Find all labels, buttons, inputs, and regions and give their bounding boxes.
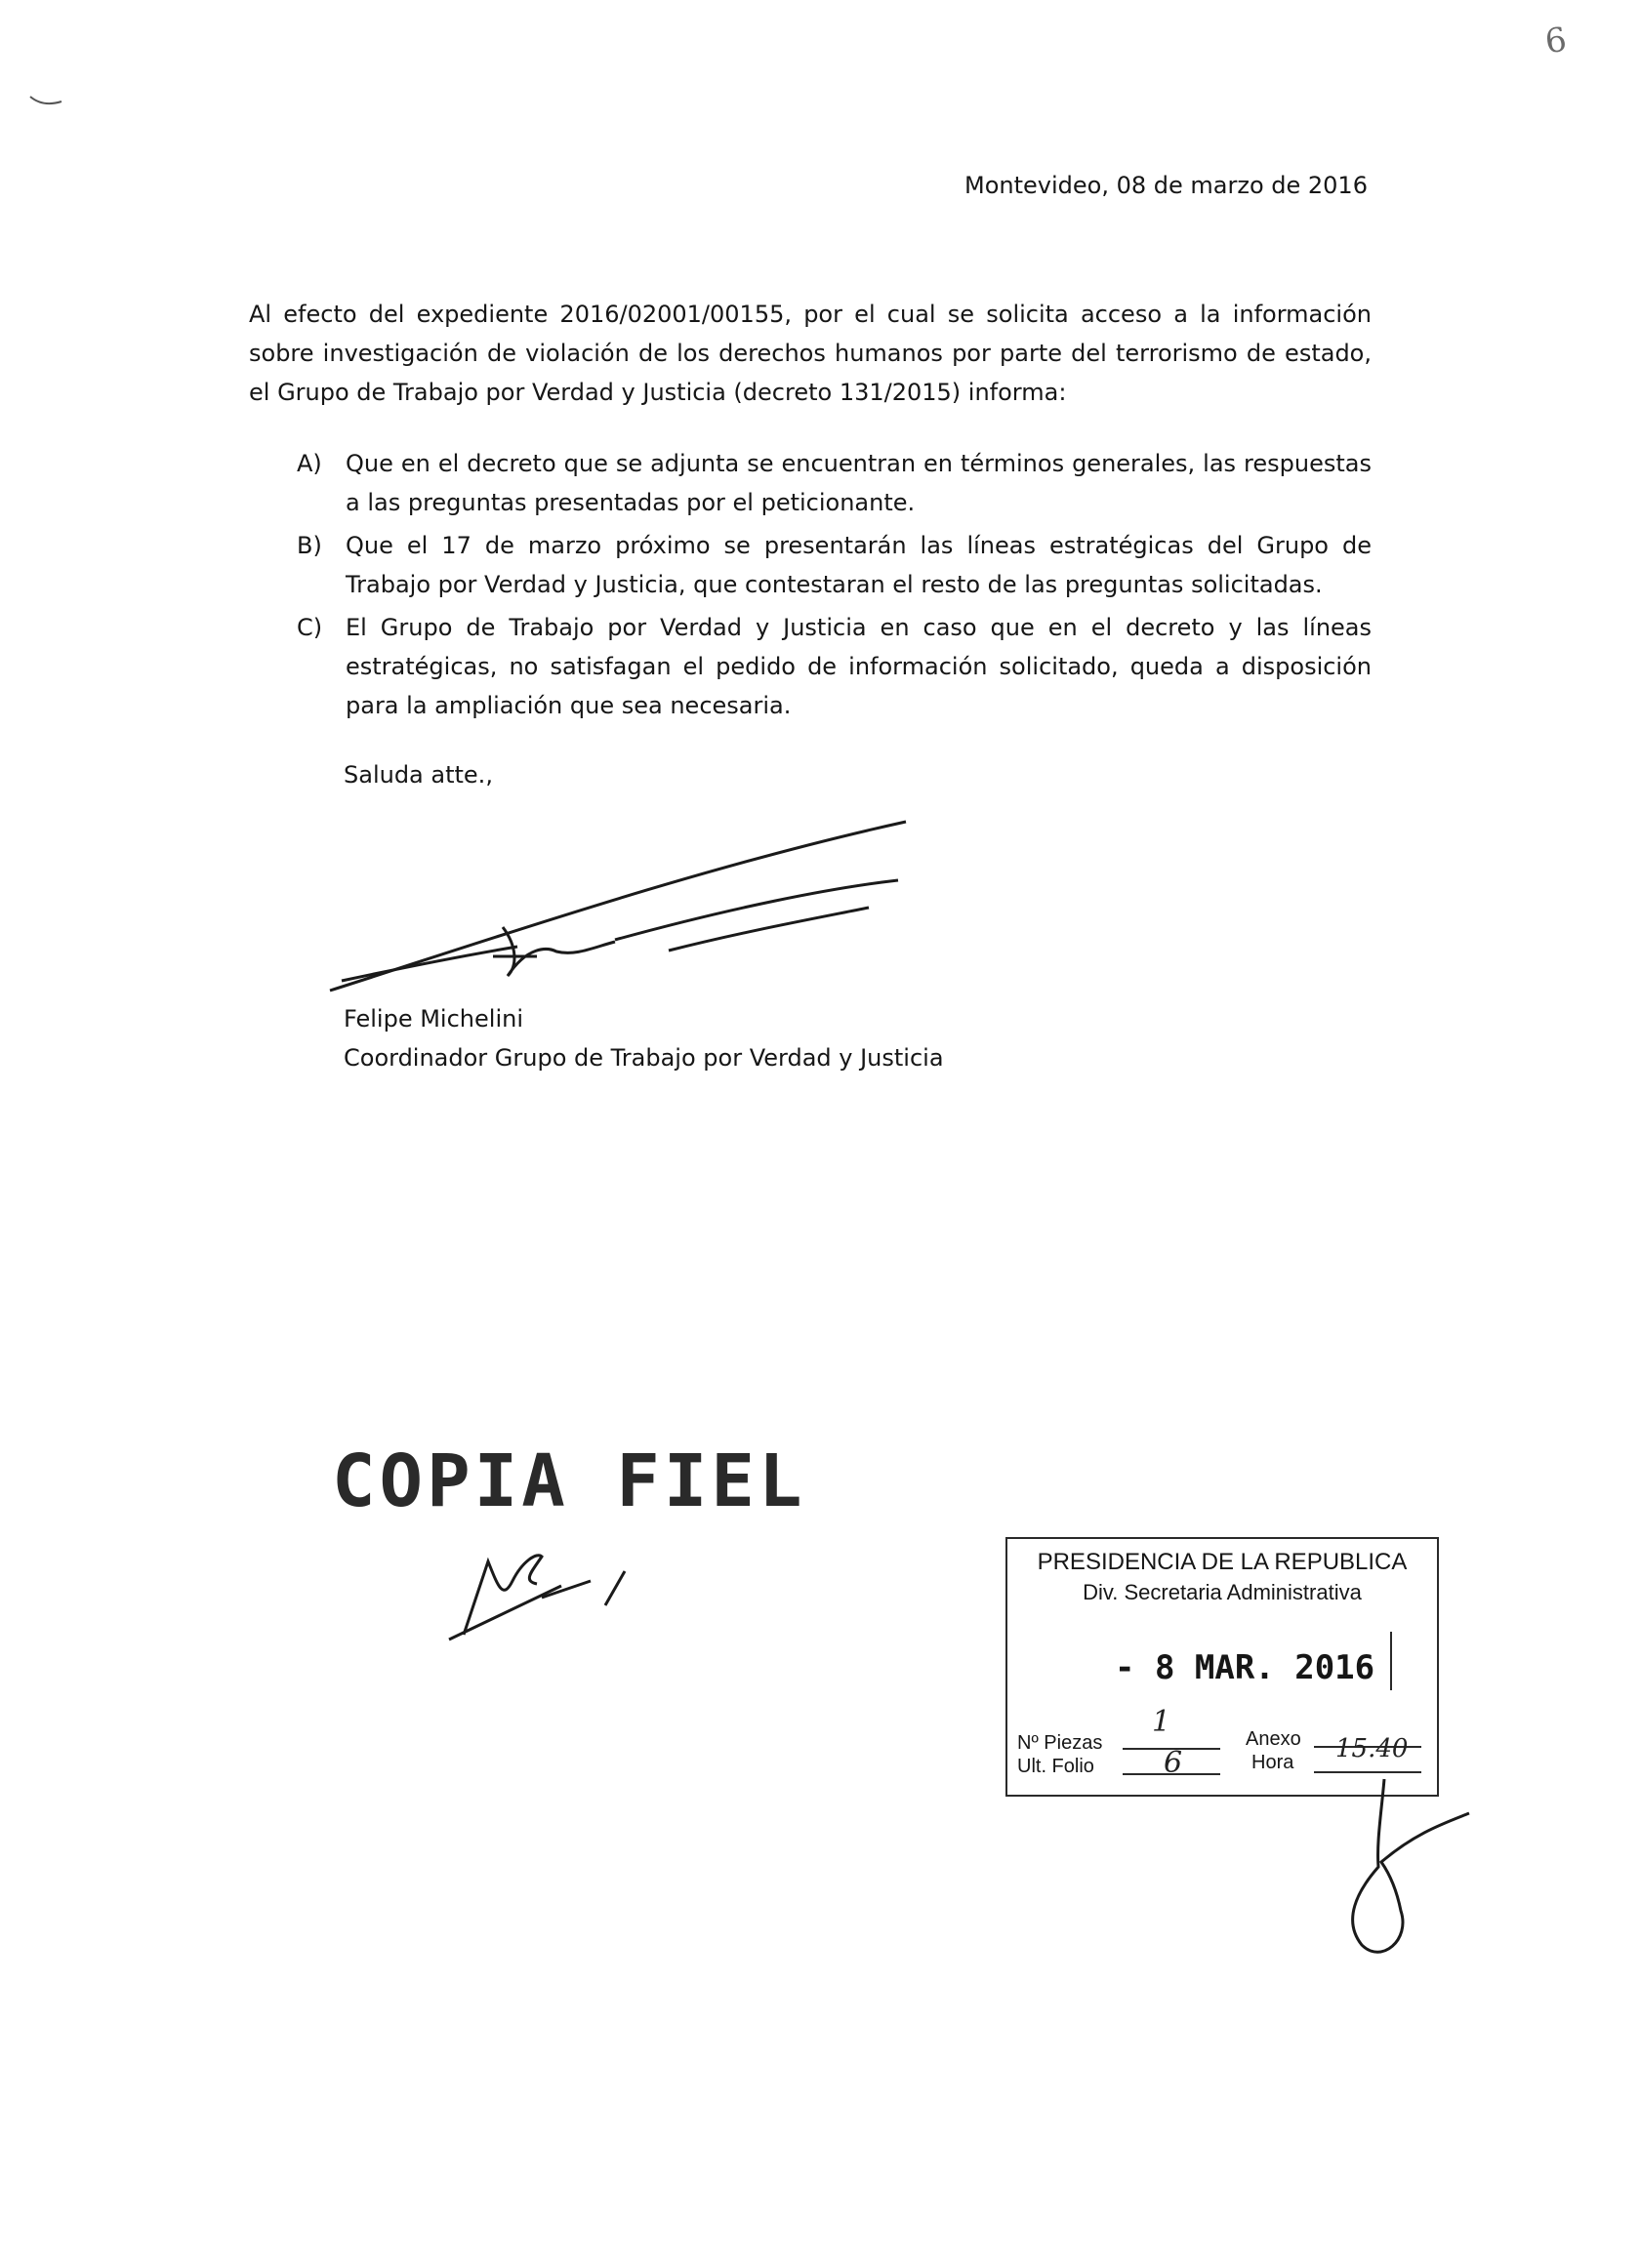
letter-date: Montevideo, 08 de marzo de 2016	[964, 172, 1368, 199]
stamp-anexo-label: Anexo	[1246, 1728, 1301, 1750]
list-item-letter: C)	[297, 614, 323, 641]
list-item-line: a las preguntas presentadas por el peticionante.	[346, 489, 916, 516]
list-item-letter: A)	[297, 450, 322, 477]
signer-title: Coordinador Grupo de Trabajo por Verdad y Justicia	[344, 1044, 944, 1072]
list-item	[291, 444, 1372, 522]
response-list	[291, 444, 1372, 729]
list-item-text	[346, 444, 1372, 522]
list-item-line: Trabajo por Verdad y Justicia, que contestaran el resto de las preguntas solicitadas.	[346, 571, 1323, 598]
copia-fiel-stamp: COPIA FIEL	[332, 1439, 806, 1523]
stamp-subtitle: Div. Secretaria Administrativa	[1083, 1580, 1362, 1604]
list-item-line: Que el 17 de marzo próximo se presentarán las líneas estratégicas del Grupo de	[346, 532, 1372, 559]
closing-salutation: Saluda atte.,	[344, 761, 493, 789]
list-item-text	[346, 526, 1372, 604]
stamp-hora-value: 15.40	[1335, 1734, 1409, 1763]
signer-block	[344, 999, 944, 1077]
handwritten-page-number: 6	[1542, 20, 1570, 62]
list-item	[291, 526, 1372, 604]
stamp-date: - 8 MAR. 2016	[1115, 1648, 1375, 1687]
stamp-divider	[1390, 1632, 1392, 1690]
list-item-text	[346, 608, 1372, 725]
list-item-letter: B)	[297, 532, 322, 559]
stamp-piezas-label: Nº Piezas	[1017, 1732, 1103, 1754]
reception-stamp	[1005, 1537, 1439, 1797]
stamp-hora-line	[1314, 1771, 1421, 1773]
scan-mark-icon	[29, 94, 62, 107]
handwritten-signature	[322, 810, 927, 1005]
intro-line: el Grupo de Trabajo por Verdad y Justicia (decreto 131/2015) informa:	[249, 379, 1067, 406]
intro-line: sobre investigación de violación de los derechos humanos por parte del terrorismo de estado,	[249, 340, 1372, 367]
stamp-title: PRESIDENCIA DE LA REPUBLICA	[1037, 1549, 1408, 1575]
list-item-line: para la ampliación que sea necesaria.	[346, 692, 792, 719]
stamp-initials	[1337, 1774, 1474, 1960]
list-item-line: estratégicas, no satisfagan el pedido de información solicitado, queda a disposición	[346, 653, 1372, 680]
stamp-folio-label: Ult. Folio	[1017, 1756, 1094, 1777]
intro-paragraph	[249, 295, 1372, 412]
stamp-hora-label: Hora	[1251, 1752, 1294, 1773]
signer-name: Felipe Michelini	[344, 1005, 523, 1033]
stamp-folio-value: 6	[1164, 1746, 1183, 1780]
list-item-line: El Grupo de Trabajo por Verdad y Justicia en caso que en el decreto y las líneas	[346, 614, 1372, 641]
intro-line: Al efecto del expediente 2016/02001/00155, por el cual se solicita acceso a la información	[249, 301, 1372, 328]
certification-initials	[444, 1527, 639, 1644]
list-item-line: Que en el decreto que se adjunta se encuentran en términos generales, las respuestas	[346, 450, 1372, 477]
stamp-piezas-value: 1	[1152, 1705, 1171, 1739]
list-item	[291, 608, 1372, 725]
